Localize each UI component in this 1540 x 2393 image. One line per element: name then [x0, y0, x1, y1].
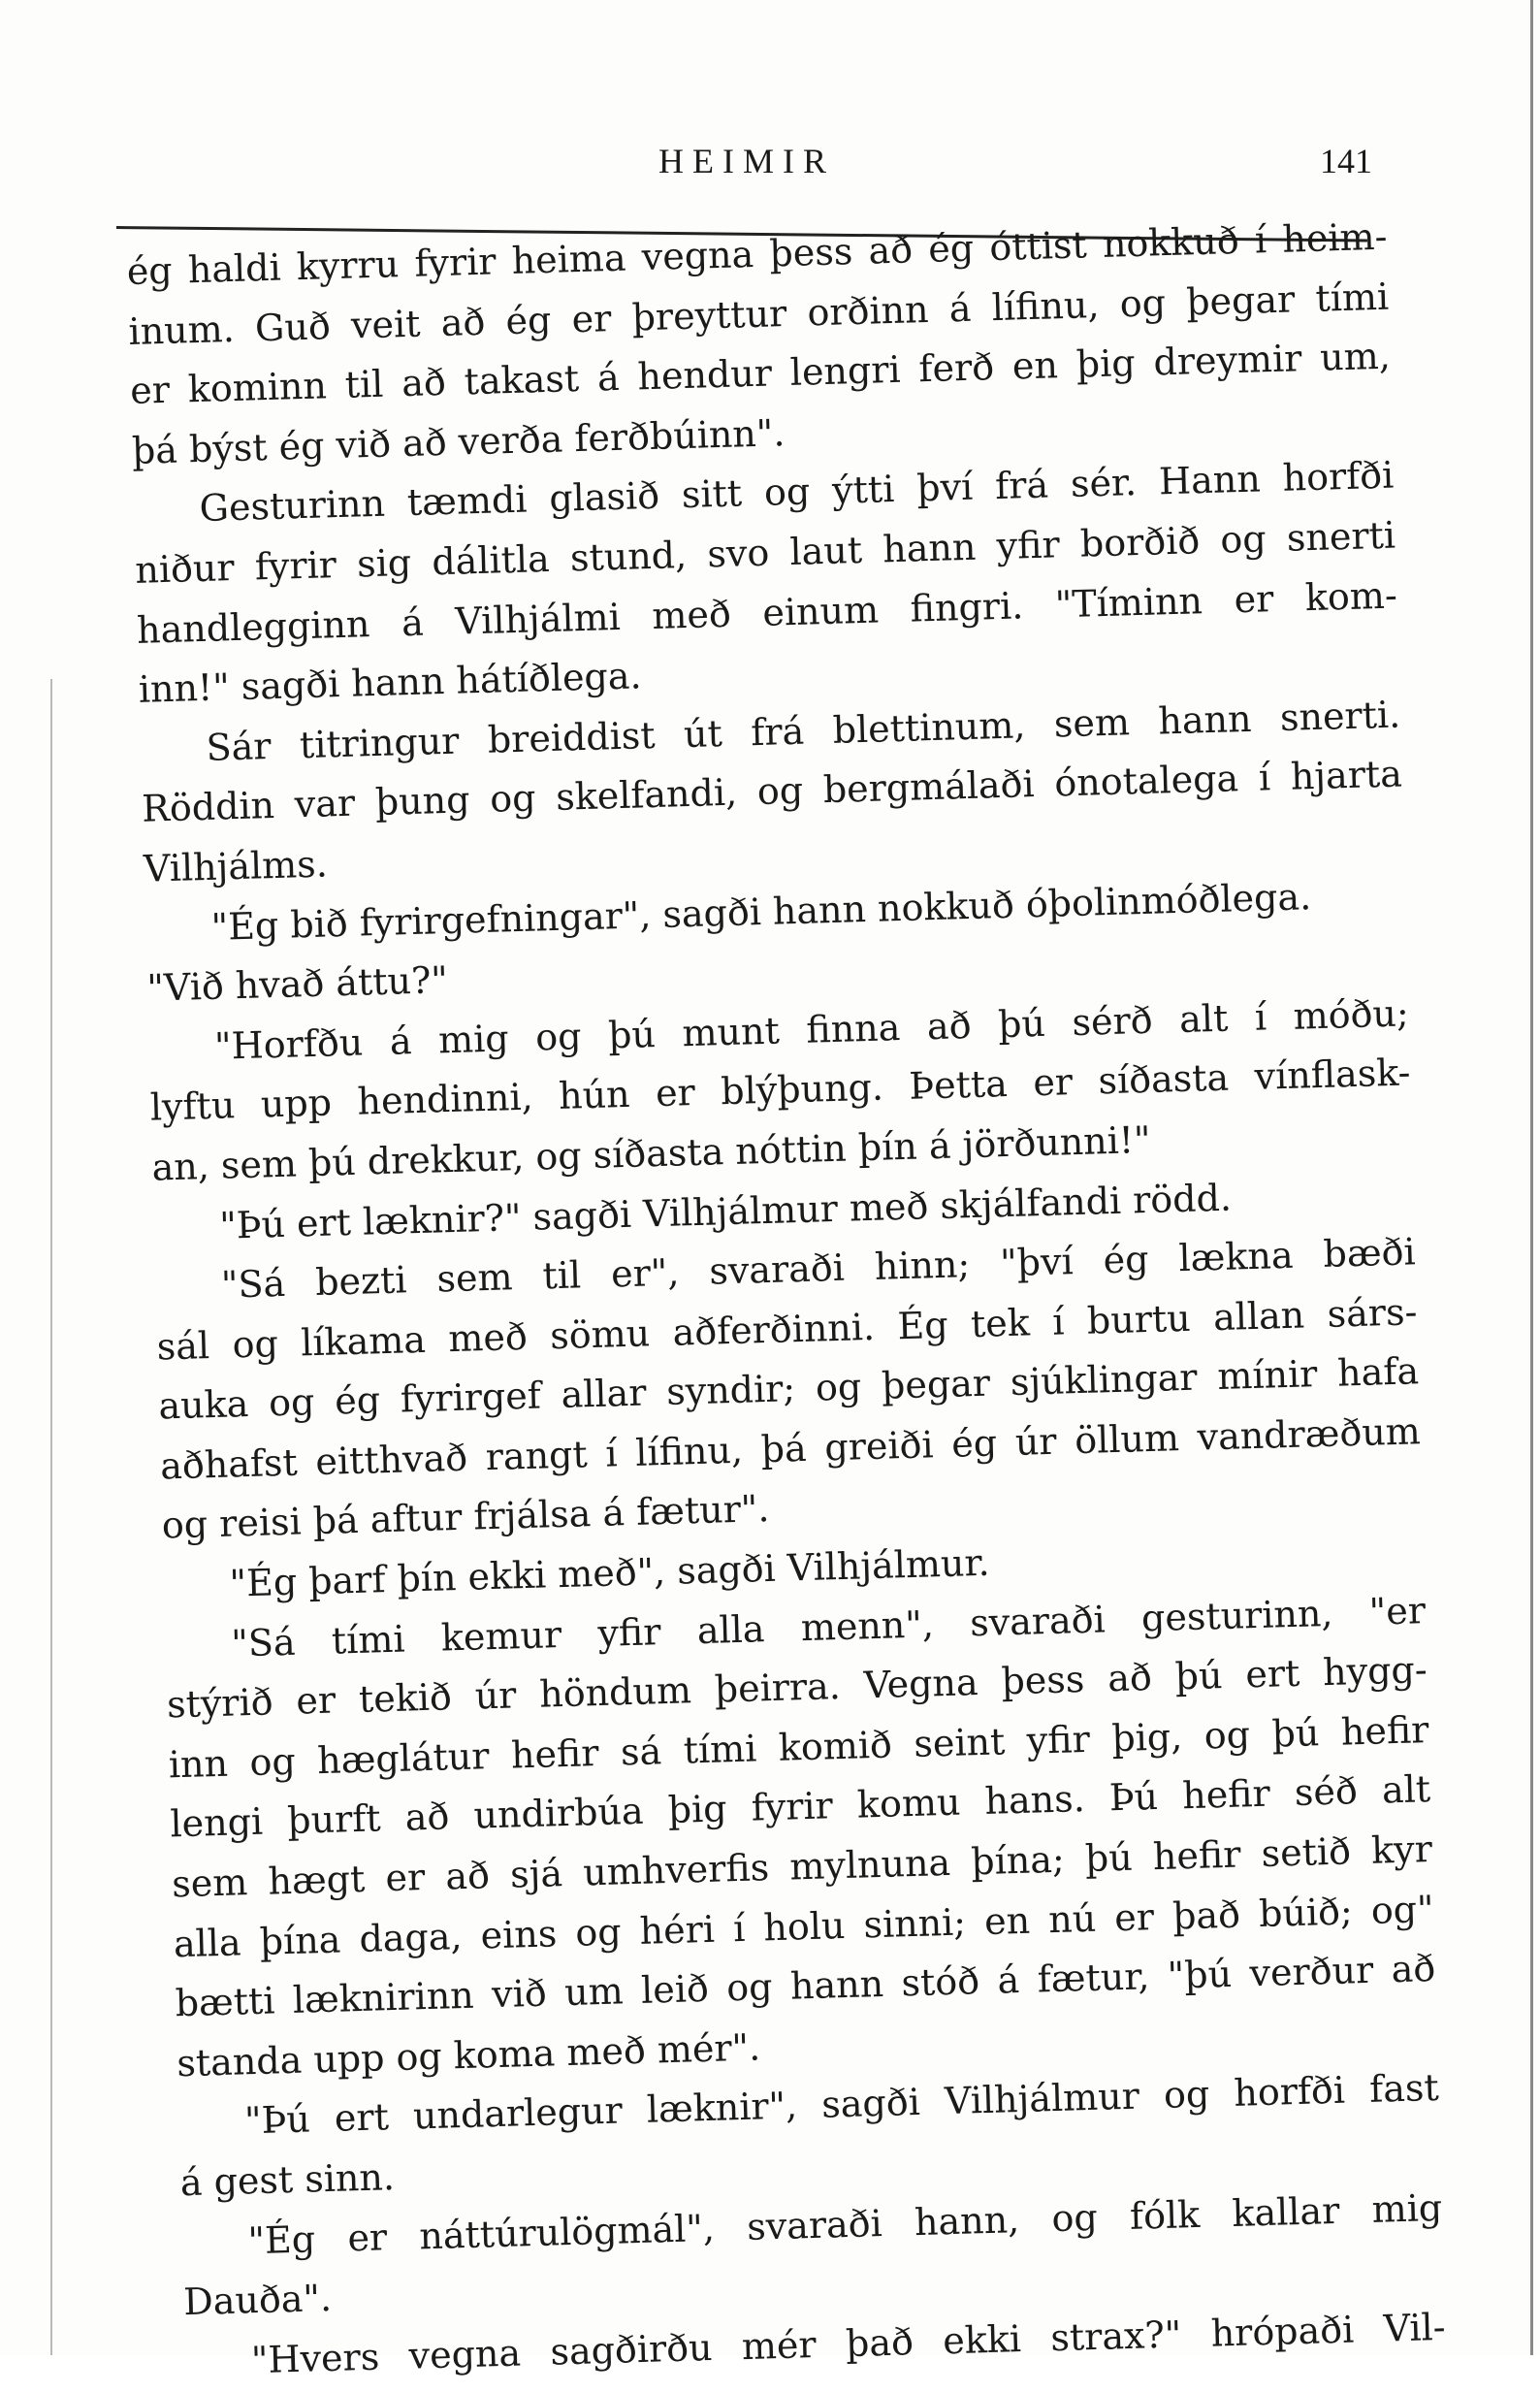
text-line: "Við hvað áttu?" — [145, 958, 449, 1010]
body-text — [126, 208, 1446, 2393]
text-line: bætti læknirinn við um leið og hann stóð á fætur, "þú verður að — [175, 1947, 1436, 2025]
text-line: lyftu upp hendinni, hún er blýþung. Þetta er síðasta vínflask- — [149, 1051, 1412, 1129]
text-line: Vilhjálms. — [143, 842, 329, 890]
text-line: Röddin var þung og skelfandi, og bergmálaði ónotalega í hjarta — [141, 752, 1403, 831]
text-line: lengi þurft að undirbúa þig fyrir komu hans. Þú hefir séð alt — [169, 1767, 1431, 1846]
text-line: ég haldi kyrru fyrir heima vegna þess að ég óttist nokkuð í heim- — [126, 214, 1388, 293]
text-line: alla þína daga, eins og héri í holu sinni; en nú er það búið; og" — [173, 1887, 1435, 1965]
text-line: þá býst ég við að verða ferðbúinn". — [131, 410, 786, 472]
text-line: stýrið er tekið úr höndum þeirra. Vegna þess að þú ert hygg- — [166, 1648, 1428, 1727]
text-line: "Sá bezti sem til er", svaraði hinn; "því ég lækna bæði — [220, 1230, 1417, 1307]
text-line: handlegginn á Vilhjálmi með einum fingri. "Tíminn er kom- — [136, 573, 1398, 652]
text-line: "Ég bið fyrirgefningar", sagði hann nokkuð óþolinmóðlega. — [210, 874, 1312, 949]
text-line: á gest sinn. — [179, 2155, 396, 2205]
page-number: 141 — [1320, 142, 1372, 180]
text-line: sál og líkama með sömu aðferðinni. Ég tek í burtu allan sárs- — [156, 1289, 1418, 1369]
text-line: Gesturinn tæmdi glasið sitt og ýtti því frá sér. Hann horfði — [199, 453, 1395, 531]
text-line: og reisi þá aftur frjálsa á fætur". — [161, 1487, 770, 1547]
text-line: "Horfðu á mig og þú munt finna að þú sérð alt í móðu; — [213, 991, 1410, 1068]
text-line: Dauða". — [182, 2277, 333, 2324]
page-header — [131, 141, 1372, 199]
text-line: "Hvers vegna sagðirðu mér það ekki strax?" hrópaði Vil- — [250, 2305, 1447, 2382]
text-line: standa upp og koma með mér". — [176, 2025, 761, 2086]
text-line: inum. Guð veit að ég er þreyttur orðinn á lífinu, og þegar tími — [127, 275, 1390, 353]
text-line: "Ég þarf þín ekki með", sagði Vilhjálmur. — [229, 1540, 991, 1605]
scan-left-edge — [50, 679, 52, 2355]
text-line: niður fyrir sig dálitla stund, svo laut hann yfir borðið og snerti — [134, 513, 1396, 592]
text-line: auka og ég fyrirgef allar syndir; og þegar sjúklingar mínir hafa — [157, 1349, 1420, 1428]
scan-right-edge — [1530, 0, 1533, 2355]
text-line: inn!" sagði hann hátíðlega. — [138, 654, 643, 711]
text-line: "Þú ert læknir?" sagði Vilhjálmur með skjálfandi rödd. — [218, 1176, 1233, 1247]
text-line: "Þú ert undarlegur læknir", sagði Vilhjálmur og horfði fast — [243, 2066, 1440, 2143]
text-line: er kominn til að takast á hendur lengri ferð en þig dreymir um, — [129, 334, 1392, 413]
text-line: aðhafst eitthvað rangt í lífinu, þá greiði ég úr öllum vandræðum — [159, 1409, 1422, 1488]
text-line: an, sem þú drekkur, og síðasta nóttin þín á jörðunni!" — [151, 1117, 1152, 1189]
text-line: Sár titringur breiddist út frá blettinum, sem hann snerti. — [205, 693, 1401, 769]
text-line: sem hægt er að sjá umhverfis mylnuna þína; þú hefir setið kyr — [171, 1827, 1433, 1906]
text-line: "Sá tími kemur yfir alla menn", svaraði gesturinn, "er — [230, 1588, 1427, 1665]
text-line: "Ég er náttúrulögmál", svaraði hann, og fólk kallar mig — [246, 2185, 1443, 2262]
text-line: inn og hæglátur hefir sá tími komið seint yfir þig, og þú hefir — [168, 1707, 1429, 1787]
running-title: HEIMIR — [658, 142, 835, 180]
